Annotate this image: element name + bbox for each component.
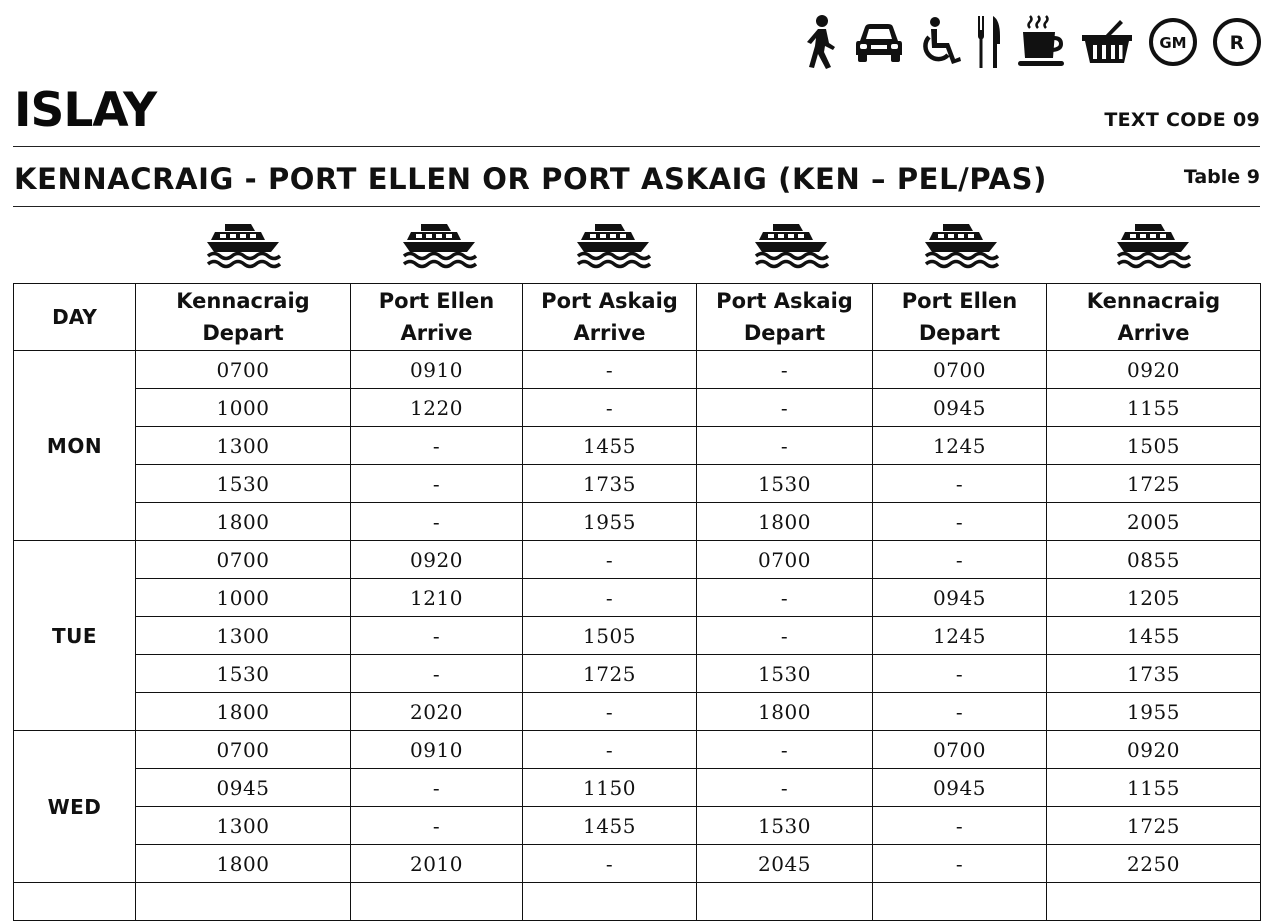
time-cell: 0700 bbox=[873, 351, 1047, 389]
timetable bbox=[13, 283, 1261, 921]
time-cell: - bbox=[697, 389, 873, 427]
time-cell: - bbox=[873, 845, 1047, 883]
header-row bbox=[14, 284, 1261, 351]
table-number: Table 9 bbox=[1183, 166, 1260, 188]
gm-badge-icon bbox=[1148, 17, 1198, 67]
time-cell: 0920 bbox=[1047, 351, 1261, 389]
ferry-icon bbox=[401, 218, 477, 274]
time-cell: 0855 bbox=[1047, 541, 1261, 579]
time-cell: 1800 bbox=[136, 845, 351, 883]
time-cell: - bbox=[873, 807, 1047, 845]
time-cell: 0945 bbox=[873, 769, 1047, 807]
time-cell: 1155 bbox=[1047, 769, 1261, 807]
ferry-icon bbox=[753, 218, 829, 274]
table-row bbox=[14, 541, 1261, 579]
gm-badge-label: GM bbox=[1159, 34, 1187, 52]
time-cell: - bbox=[697, 731, 873, 769]
column-header-direction: Depart bbox=[918, 321, 1001, 345]
column-header-place: Port Ellen bbox=[901, 289, 1018, 313]
time-cell: - bbox=[351, 807, 523, 845]
time-cell: 0700 bbox=[873, 731, 1047, 769]
time-cell: 1300 bbox=[136, 807, 351, 845]
time-cell: 1205 bbox=[1047, 579, 1261, 617]
day-column-header: DAY bbox=[14, 284, 136, 351]
time-cell: - bbox=[523, 845, 697, 883]
time-cell: - bbox=[351, 465, 523, 503]
time-cell: 0700 bbox=[136, 731, 351, 769]
table-row bbox=[14, 503, 1261, 541]
table-row bbox=[14, 617, 1261, 655]
day-label: TUE bbox=[14, 541, 136, 731]
table-row bbox=[14, 389, 1261, 427]
column-header bbox=[697, 284, 873, 351]
column-header-direction: Arrive bbox=[1117, 321, 1190, 345]
time-cell: 1800 bbox=[136, 503, 351, 541]
facility-icons bbox=[804, 12, 1262, 72]
time-cell: - bbox=[523, 731, 697, 769]
time-cell: 1800 bbox=[697, 503, 873, 541]
time-cell: 1245 bbox=[873, 617, 1047, 655]
time-cell: 2010 bbox=[351, 845, 523, 883]
time-cell: - bbox=[351, 655, 523, 693]
column-header-place: Port Askaig bbox=[716, 289, 853, 313]
column-header-place: Port Askaig bbox=[541, 289, 678, 313]
table-row bbox=[14, 655, 1261, 693]
time-cell: - bbox=[351, 427, 523, 465]
time-cell: 0910 bbox=[351, 351, 523, 389]
time-cell: - bbox=[697, 427, 873, 465]
time-cell: 1800 bbox=[136, 693, 351, 731]
time-cell: 1455 bbox=[1047, 617, 1261, 655]
time-cell: 0700 bbox=[136, 351, 351, 389]
fork-knife-icon bbox=[976, 14, 1002, 70]
time-cell: 1210 bbox=[351, 579, 523, 617]
island-title: ISLAY bbox=[14, 83, 157, 138]
time-cell: - bbox=[523, 579, 697, 617]
time-cell: 2250 bbox=[1047, 845, 1261, 883]
time-cell: - bbox=[351, 769, 523, 807]
time-cell: - bbox=[523, 693, 697, 731]
day-label: MON bbox=[14, 351, 136, 541]
ferry-icons bbox=[13, 218, 1260, 280]
time-cell: 1735 bbox=[523, 465, 697, 503]
column-header bbox=[136, 284, 351, 351]
time-cell: - bbox=[523, 541, 697, 579]
column-header bbox=[351, 284, 523, 351]
text-code: TEXT CODE 09 bbox=[1104, 109, 1260, 131]
time-cell: 1955 bbox=[523, 503, 697, 541]
route-title: KENNACRAIG - PORT ELLEN OR PORT ASKAIG (KEN – PEL/PAS) bbox=[14, 162, 1047, 196]
table-row bbox=[14, 427, 1261, 465]
table-row bbox=[14, 731, 1261, 769]
column-header-direction: Depart bbox=[743, 321, 826, 345]
hot-drink-icon bbox=[1016, 14, 1066, 70]
r-badge-icon bbox=[1212, 17, 1262, 67]
time-cell: 0945 bbox=[136, 769, 351, 807]
table-row bbox=[14, 579, 1261, 617]
time-cell: 0920 bbox=[351, 541, 523, 579]
table-row bbox=[14, 693, 1261, 731]
time-cell: 0945 bbox=[873, 579, 1047, 617]
time-cell: 1300 bbox=[136, 617, 351, 655]
table-row bbox=[14, 807, 1261, 845]
column-header bbox=[873, 284, 1047, 351]
time-cell: 1505 bbox=[523, 617, 697, 655]
divider-top bbox=[13, 146, 1260, 147]
column-header bbox=[523, 284, 697, 351]
ferry-icon bbox=[575, 218, 651, 274]
time-cell: - bbox=[697, 351, 873, 389]
table-row-cut-off bbox=[14, 883, 1261, 921]
time-cell: 1245 bbox=[873, 427, 1047, 465]
time-cell: 0700 bbox=[697, 541, 873, 579]
time-cell: - bbox=[351, 503, 523, 541]
time-cell: 1530 bbox=[697, 807, 873, 845]
time-cell: 1735 bbox=[1047, 655, 1261, 693]
time-cell: - bbox=[873, 693, 1047, 731]
time-cell: - bbox=[873, 503, 1047, 541]
time-cell: - bbox=[523, 351, 697, 389]
r-badge-label: R bbox=[1229, 32, 1245, 54]
column-header-direction: Depart bbox=[202, 321, 284, 345]
time-cell: 1000 bbox=[136, 579, 351, 617]
time-cell: 1505 bbox=[1047, 427, 1261, 465]
time-cell: - bbox=[873, 465, 1047, 503]
time-cell: 1220 bbox=[351, 389, 523, 427]
column-header-direction: Arrive bbox=[400, 321, 473, 345]
walking-person-icon bbox=[804, 14, 840, 70]
wheelchair-icon bbox=[918, 17, 962, 67]
column-header-place: Kennacraig bbox=[1086, 289, 1221, 313]
time-cell: 1455 bbox=[523, 427, 697, 465]
column-header-place: Port Ellen bbox=[378, 289, 495, 313]
time-cell: 1455 bbox=[523, 807, 697, 845]
divider-bottom bbox=[13, 206, 1260, 207]
car-icon bbox=[854, 17, 904, 67]
time-cell: 2020 bbox=[351, 693, 523, 731]
table-row bbox=[14, 769, 1261, 807]
table-row bbox=[14, 845, 1261, 883]
table-row bbox=[14, 351, 1261, 389]
time-cell: 1300 bbox=[136, 427, 351, 465]
day-label: WED bbox=[14, 731, 136, 883]
time-cell: - bbox=[697, 617, 873, 655]
table-row bbox=[14, 465, 1261, 503]
shopping-basket-icon bbox=[1080, 17, 1134, 67]
time-cell: 1155 bbox=[1047, 389, 1261, 427]
column-header bbox=[1047, 284, 1261, 351]
time-cell: 1725 bbox=[1047, 465, 1261, 503]
time-cell: - bbox=[697, 579, 873, 617]
time-cell: 1800 bbox=[697, 693, 873, 731]
ferry-icon bbox=[923, 218, 999, 274]
time-cell: - bbox=[873, 541, 1047, 579]
time-cell: 2045 bbox=[697, 845, 873, 883]
time-cell: - bbox=[697, 769, 873, 807]
time-cell: 1725 bbox=[523, 655, 697, 693]
time-cell: 2005 bbox=[1047, 503, 1261, 541]
column-header-place: Kennacraig bbox=[176, 289, 310, 313]
time-cell: 0945 bbox=[873, 389, 1047, 427]
time-cell: 1530 bbox=[697, 465, 873, 503]
time-cell: 1725 bbox=[1047, 807, 1261, 845]
time-cell: 1530 bbox=[697, 655, 873, 693]
time-cell: 0910 bbox=[351, 731, 523, 769]
time-cell: 1530 bbox=[136, 465, 351, 503]
time-cell: 1955 bbox=[1047, 693, 1261, 731]
time-cell: 1000 bbox=[136, 389, 351, 427]
ferry-icon bbox=[205, 218, 281, 274]
time-cell: 0920 bbox=[1047, 731, 1261, 769]
time-cell: - bbox=[523, 389, 697, 427]
ferry-icon bbox=[1115, 218, 1191, 274]
time-cell: 1530 bbox=[136, 655, 351, 693]
time-cell: - bbox=[873, 655, 1047, 693]
time-cell: - bbox=[351, 617, 523, 655]
time-cell: 0700 bbox=[136, 541, 351, 579]
time-cell: 1150 bbox=[523, 769, 697, 807]
column-header-direction: Arrive bbox=[573, 321, 646, 345]
